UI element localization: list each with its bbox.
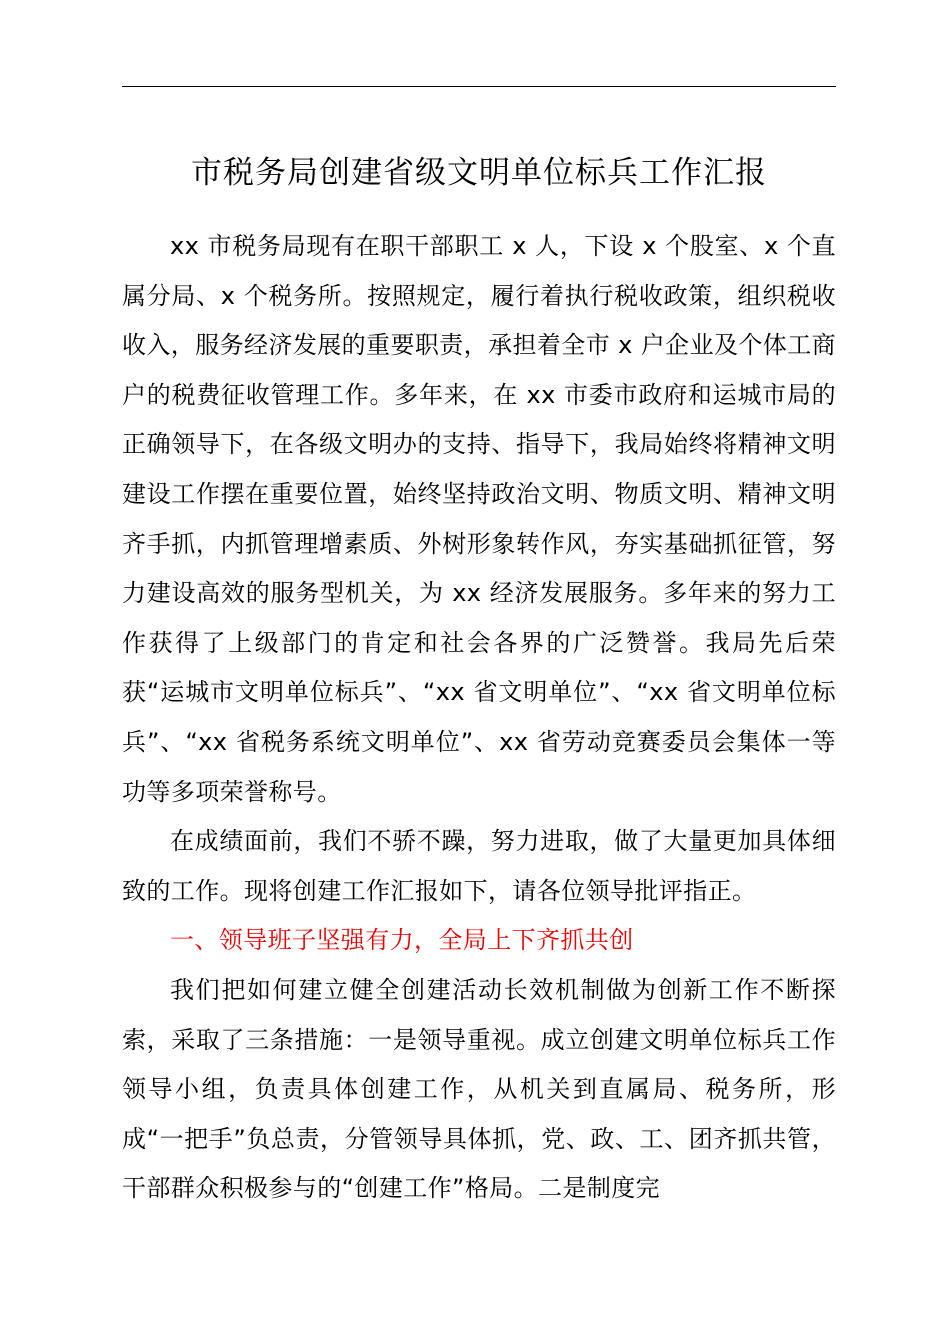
body-paragraph: 我们把如何建立健全创建活动长效机制做为创新工作不断探索，采取了三条措施：一是领导重视。成立创建文明单位标兵工作领导小组，负责具体创建工作，从机关到直属局、税务所，形成“一把手”负总责，分管领导具体抓，党、政、工、团齐抓共管，干部群众积极参与的“创建工作”格局。二是制度完 [122,975,836,1203]
document-body [122,222,836,1214]
body-paragraph: 在成绩面前，我们不骄不躁，努力进取，做了大量更加具体细致的工作。现将创建工作汇报如下，请各位领导批评指正。 [122,827,836,905]
document-title: 市税务局创建省级文明单位标兵工作汇报 [191,155,767,191]
header-rule [122,86,836,87]
body-paragraph: xx 市税务局现有在职干部职工 x 人，下设 x 个股室、x 个直属分局、x 个税务所。按照规定，履行着执行税收政策，组织税收收入，服务经济发展的重要职责，承担着全市 x 户企业及个体工商户的税费征收管理工作。多年来，在 xx 市委市政府和运城市局的正确领导下，在各级文明办的支持、指导下，我局始终将精神文明建设工作摆在重要位置，始终坚持政治文明、物质文明、精神文明齐手抓，内抓管理增素质、外树形象转作风，夯实基础抓征管，努力建设高效的服务型机关，为 xx 经济发展服务。多年来的努力工作获得了上级部门的肯定和社会各界的广泛赞誉。我局先后荣获“运城市文明单位标兵”、“xx 省文明单位”、“xx 省文明单位标兵”、“xx 省税务系统文明单位”、xx 省劳动竞赛委员会集体一等功等多项荣誉称号。 [122,232,836,806]
section-heading: 一、领导班子坚强有力，全局上下齐抓共创 [170,926,634,955]
